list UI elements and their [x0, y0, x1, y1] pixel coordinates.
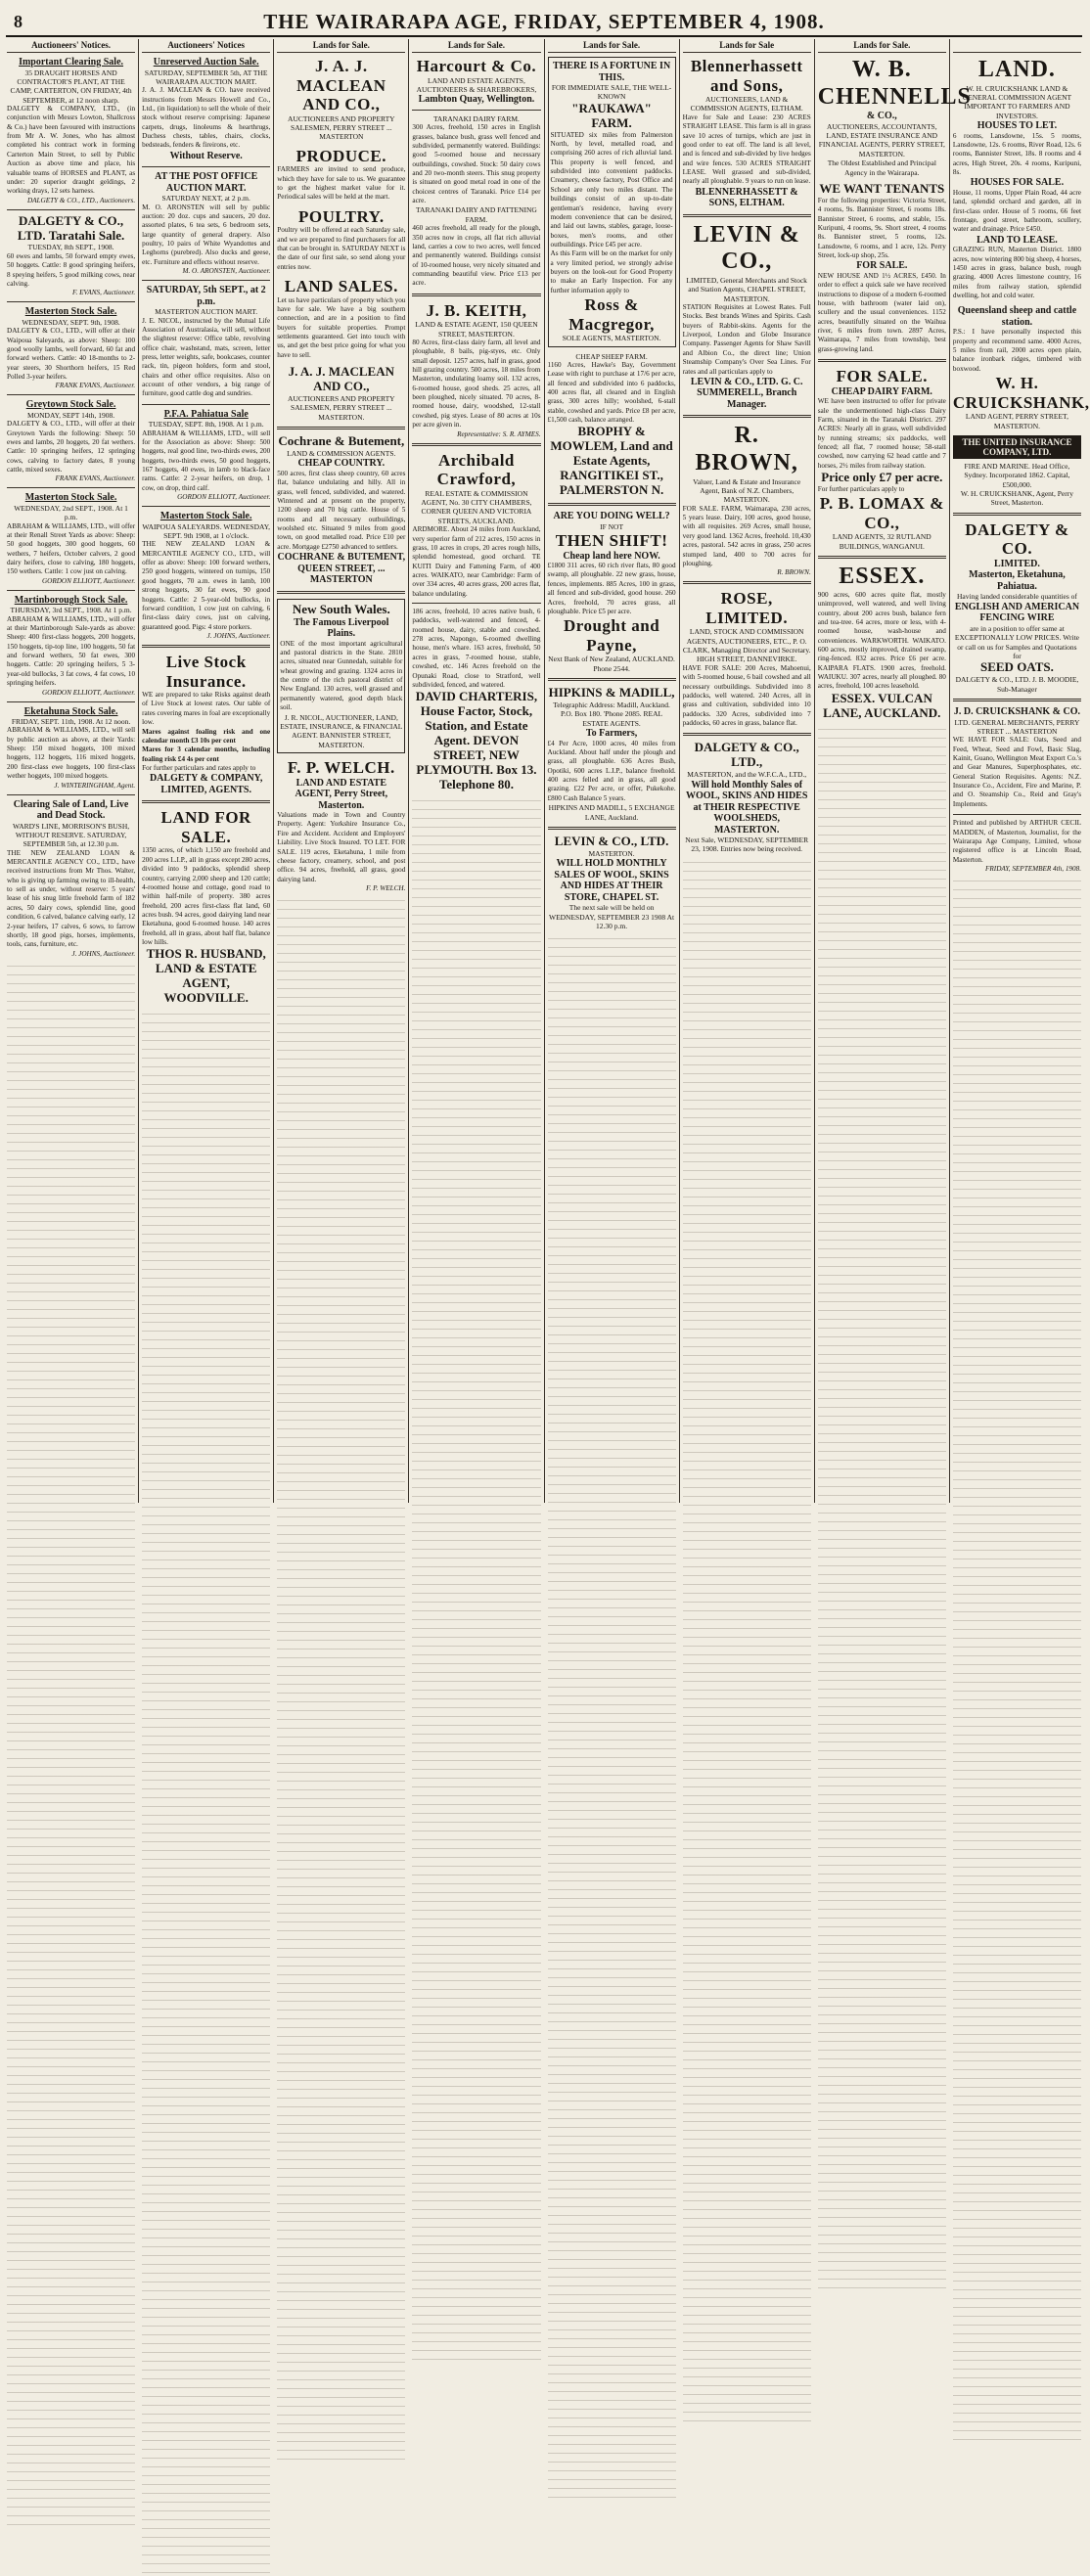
- divider: [142, 404, 270, 405]
- ad-price: Price only £7 per acre.: [821, 470, 943, 485]
- divider: [683, 214, 811, 217]
- ad-signature: F. P. WELCH.: [366, 883, 406, 892]
- ad-text: 1160 Acres, Hawke's Bay, Government Lease with right to purchase at 17/6 per acre, all fenced and subdivided into 6 paddocks, 400 acres flat, all cleared and in English grass, 300 acres hilly; woolshed, 6-stall stable, cowshed and yards. Price £8 per acre, £1,500 cash, balance arranged.: [547, 360, 676, 425]
- ad-signature: Representative: S. R. AYMES.: [457, 429, 541, 438]
- ad-text: Having landed considerable quantities of: [956, 592, 1077, 602]
- divider: [953, 513, 1081, 516]
- ad-signature: Next Sale, WEDNESDAY, SEPTEMBER 23, 1908. Entries now being received.: [685, 836, 809, 854]
- ad-subtitle: MASTERTON AUCTION MART.: [155, 307, 258, 317]
- divider: [7, 701, 135, 702]
- ad-title: FOR SALE.: [836, 367, 928, 386]
- ad-text: Let us have particulars of property which you have for sale. We have a big southern connection, and are in a position to find buyers for suitable properties. Prompt settlements guaranteed. Get into touch with us, and get the best price going for what you have to sell.: [277, 295, 406, 359]
- ad-title: THERE IS A FORTUNE IN THIS.: [552, 61, 671, 83]
- column-7: [815, 39, 972, 1503]
- ad-subtitle: MASTERTON, and the W.F.C.A., LTD.,: [687, 770, 807, 780]
- ad-dalgety-fencing-wire: [953, 520, 1081, 694]
- column-heading: Lands for Sale: [683, 39, 811, 53]
- ad-text: 900 acres, 600 acres quite flat, mostly unimproved, well watered, and well living country, about 200 acres bush, balance fern and tea-tree. 64 acres, more or less, with 4-roomed house, wash-house and conveniences. WARKWORTH. WAIKATO. 600 acres, mostly improved, drained swamp, ring-fenced. 832 acres. Price £6 per acre. KAIPARA FLATS. 1900 acres, freehold. WAIUKU. 307 acres, nearly all ploughed. 80 acres, freehold, 100 acres leasehold.: [817, 590, 946, 691]
- ad-clearing-sale-land: [7, 799, 135, 958]
- ad-text: £4 Per Acre, 1000 acres, 40 miles from Auckland. About half under the plough and grass, all ploughable. 636 Acres Bush, Opotiki, 600 acres L.I.P., balance freehold. 400 acres felled and in grass, all good grazing. £22 Per acre, or offer, Pukekohe. £800 Cash Balance 5 years.: [547, 739, 676, 802]
- divider: [7, 394, 135, 395]
- ad-subtitle: IF NOT: [600, 521, 624, 531]
- ad-signature: DAVID CHARTERIS, House Factor, Stock, Station, and Estate Agent. DEVON STREET, NEW PLYMOUTH. Box 13. Telephone 80.: [415, 689, 538, 791]
- ad-title: DALGETY & CO., LTD. Taratahi Sale.: [17, 212, 125, 243]
- divider: [548, 503, 676, 506]
- ad-cheap-sheep-farm: [548, 352, 676, 499]
- ad-heading: "RAUKAWA" FARM.: [571, 100, 652, 130]
- divider: [548, 678, 676, 681]
- ad-signature: The next sale will be held on WEDNESDAY, SEPTEMBER 23 1908 At 12.30 p.m.: [548, 903, 675, 930]
- ad-signature: FRANK EVANS, Auctioneer.: [55, 382, 136, 390]
- ad-subtitle: AUCTIONEERS AND PROPERTY SALESMEN, PERRY STREET ... MASTERTON.: [288, 394, 395, 422]
- ad-subtitle: 35 DRAUGHT HORSES AND CONTRACTOR'S PLANT, AT THE CAMP, CARTERTON, ON FRIDAY, 4th SEPTEMBER, at 12 noon sharp.: [10, 68, 132, 105]
- ad-masterton-stock-sale: [7, 306, 135, 389]
- ad-title: LEVIN & CO., LTD.: [554, 833, 669, 848]
- ad-text: ONE of the most important agricultural and pastoral districts in the State. 2810 acres, situated near Gunnedah, suitable for wheat growing and grazing. 1324 acres in the centre of the rich pastoral district of New England. 130 acres, well grassed and permanently watered, good depth black soil.: [280, 639, 403, 712]
- ad-maclean-header: [277, 57, 405, 142]
- ad-subtitle: THURSDAY, 3rd SEPT., 1908. At 1 p.m.: [10, 606, 132, 615]
- ad-heading: Cheap land here NOW.: [563, 550, 660, 562]
- ad-text: ABRAHAM & WILLIAMS, LTD., will sell for the Association as above: Sheep: 500 hoggets, real good line, two-thirds ewes, 200 hoggets, two-thirds ewes, 50 good hoggets, 167 hoggets, 40 ewes, in lamb to black-face rams. Cattle: 2 2-year heifers, on drop, 1 cow, on drop, third calf.: [142, 429, 271, 492]
- ad-subtitle: The Famous Liverpool Plains.: [294, 616, 389, 640]
- ad-subtitle: LAND & COMMISSION AGENTS.: [287, 449, 396, 459]
- ad-signature: DALGETY & CO., LTD., Auctioneers.: [26, 196, 136, 204]
- ad-subtitle: SATURDAY NEXT, at 2 p.m.: [161, 194, 250, 203]
- column-filler: [953, 878, 1081, 2443]
- ad-want-tenants: [818, 182, 946, 354]
- ad-subtitle: LAND AND ESTATE AGENTS, AUCTIONEERS & SHAREBROKERS,: [416, 75, 537, 94]
- ad-masterton-stock-sale-2: [7, 492, 135, 584]
- ad-signature: W. H. CRUICKSHANK,: [952, 374, 1090, 412]
- ad-title: Masterton Stock Sale.: [159, 511, 252, 522]
- ad-text: 80 Acres, first-class dairy farm, all level and ploughable, 8 bails, pig-styes, etc. Only small deposit. 1257 acres, half in grass, good hill grazing country. 500 acres, 18 miles from Masterton, undulating loamy soil. 132 acres, 6-roomed house, good sheds. 25 acres, all been ploughed, nicely situated. 70 acres, 8-roomed house, dairy, woodshed, 12-stall cowshed, pig styes. Lease of 80 acres at 10s per acre given in.: [412, 338, 541, 429]
- ad-signature: W. H. CRUICKSHANK, Agent, Perry Street, Masterton.: [960, 489, 1073, 508]
- ad-subtitle: FRIDAY, SEPT. 11th, 1908. At 12 noon.: [11, 717, 131, 726]
- ad-subtitle: MONDAY, SEPT 14th, 1908.: [27, 410, 115, 420]
- ad-signature: J. JOHNS, Auctioneer.: [206, 632, 271, 640]
- ad-title: Clearing Sale of Land, Live and Dead Stock.: [13, 798, 129, 822]
- ad-harcourt: [412, 57, 540, 289]
- columns: [4, 39, 1090, 1503]
- ad-heading: TARANAKI DAIRY FARM.: [432, 113, 520, 123]
- ad-text: ABRAHAM & WILLIAMS, LTD., will offer at their Martinborough Sale-yards as above: Sheep: 400 first-class hoggets, 200 hoggets, 150 hoggets, tip-top line, 100 hoggets, 50 fat and forward wethers, 50 fat ewes, 300 hoggets. Cattle: 20 springing heifers, 5 3-year-old bullocks, 3 fat cows, 4 fat cows, 10 springing heifers.: [7, 614, 136, 688]
- ad-text: Will hold Monthly Sales of WOOL, SKINS AND HIDES at THEIR RESPECTIVE WOOLSHEDS, MASTERTON.: [685, 779, 808, 836]
- imprint: [953, 819, 1081, 873]
- ad-subtitle: WARD'S LINE, MORRISON'S BUSH, WITHOUT RESERVE. SATURDAY, SEPTEMBER 5th, at 12.30 p.m.: [12, 821, 130, 849]
- ad-maclean-footer: [277, 365, 405, 422]
- ad-rate: Mares against foaling risk and one calendar month £3 10s per cent: [142, 727, 271, 745]
- column-3: [274, 39, 409, 1503]
- ad-martinborough-stock-sale: [7, 595, 135, 697]
- ad-title: ROSE, LIMITED.: [705, 589, 789, 627]
- column-heading: Lands for Sale.: [277, 39, 405, 53]
- ad-essex: [818, 564, 946, 720]
- ad-text: Valuations made in Town and Country Property. Agent: Yorkshire Insurance Co., Fire and Accident. Accident and Employers' Liability. Live Stock Insured. TO LET. FOR SALE. 119 acres, Eketahuna, 1 mile from cheese factory, creamery, school, and post office. 94 acres, freehold, all grass, good dairying land.: [277, 811, 406, 883]
- ad-text: 186 acres, freehold, 10 acres native bush, 6 paddocks, well-watered and fenced, 4-roomed house, dairy, stable and cowshed. 278 acres, Napongo, 6-roomed dwelling house, men's whare. 163 acres, freehold, 50 acres in grass, 7-roomed house, stable, cowshed, etc. 146 Acres freehold on the Opunaki Road, close to Stratford, well subdivided, fenced, and watered.: [412, 608, 541, 689]
- ad-subtitle: AUCTIONEERS, LAND & COMMISSION AGENTS, ELTHAM.: [690, 95, 803, 113]
- ad-subtitle: & CO.,: [866, 111, 897, 122]
- ad-text: 500 acres, first class sheep country, 60 acres flat, balance undulating and hilly. All in grass, well fenced, subdivided, and watered. Wintered and at present on the property, 1200 sheep and 70 big cattle. House of 5 rooms and all necessary outbuildings, woolshed etc. Situated 9 miles from good town, on good metalled road. Price £10 per acre. Mortgage £2750 advanced to settlers.: [277, 469, 406, 551]
- column-filler: [412, 797, 540, 2363]
- ad-subtitle: Masterton, Eketahuna, Pahiatua.: [969, 569, 1066, 592]
- ad-title: PRODUCE.: [295, 146, 386, 165]
- ad-heading: To Farmers,: [585, 728, 638, 740]
- ad-title: DALGETY & CO.: [965, 520, 1069, 559]
- ad-subtitle: LIMITED, General Merchants and Stock and Station Agents, CHAPEL STREET, MASTERTON.: [686, 275, 807, 303]
- divider: [277, 427, 405, 429]
- ad-title: Blennerhassett and Sons,: [690, 57, 803, 95]
- divider: [683, 733, 811, 736]
- ad-land-sales: [277, 277, 405, 360]
- ad-text: £1800 311 acres, 60 rich river flats, 80 good swamp, all ploughable. 22 new grass, house, fences, implements. 885 Acres, 100 in grass, all fenced and sub-divided, good house. 260 Acres, freehold, 70 acres grass, all ploughable. Price £5 per acre.: [547, 562, 676, 615]
- ad-title: Masterton Stock Sale.: [24, 492, 117, 504]
- ad-text: NEW HOUSE AND 1½ ACRES, £450. In order to effect a quick sale we have received instructions to dispose of a modern 6-roomed house, with bathroom (water laid on), scullery and the usual conveniences. 1152 acres, beautifully situated on the Waihua river, 6 miles from town. 2897 Acres, Waimarapa, 7 miles from township, best grass-growing land.: [817, 271, 946, 353]
- ad-signature: FRANK EVANS, Auctioneer.: [55, 475, 136, 483]
- ad-masterton-auction-mart: [142, 285, 270, 399]
- ad-queensland-station: [952, 305, 1090, 430]
- ad-waipoua-stock-sale: [142, 511, 270, 640]
- column-4: [409, 39, 544, 1503]
- ad-text: HAVE FOR SALE: 200 Acres, Mahoenui, with 5-roomed house, 6 bail cowshed and all necessary outbuildings. Subdivided into 8 paddocks, well watered. 240 Acres, all in grass and cultivation, subdivided into 10 paddocks. 320 Acres, subdivided into 7 paddocks, 60 acres in grass, balance flat.: [682, 663, 811, 727]
- ad-title: P.F.A. Pahiatua Sale: [163, 408, 249, 420]
- ad-title: Masterton Stock Sale.: [24, 306, 117, 318]
- divider: [7, 209, 135, 210]
- ad-subtitle: LAND AND ESTATE AGENT, Perry Street, Masterton.: [295, 777, 388, 811]
- ad-text: ABRAHAM & WILLIAMS, LTD., will sell by public auction as above, at their Yards: Sheep: 150 mixed hoggets, 100 mixed hoggets, 112 hoggets, 116 mixed hoggets, 200 first-class ewe hoggets, 100 first-class wether hoggets, 100 mixed hoggets.: [7, 726, 136, 781]
- ad-heading: HOUSES FOR SALE.: [970, 177, 1065, 189]
- column-filler: [548, 935, 676, 2501]
- column-filler: [277, 897, 405, 2463]
- ad-poultry: [277, 207, 405, 272]
- ad-title: J. A. J. MACLEAN AND CO.,: [288, 364, 394, 394]
- ad-eketahuna-stock-sale: [7, 706, 135, 790]
- divider: [142, 645, 270, 648]
- ad-subtitle: FIRE AND MARINE. Head Office, Sydney. Incorporated 1862. Capital, £500,000.: [964, 461, 1070, 489]
- ad-title: New South Wales.: [292, 601, 390, 616]
- ad-signature: GORDON ELLIOTT, Auctioneer.: [41, 576, 136, 585]
- ad-cheap-dairy-farm: [818, 367, 946, 551]
- ad-title: LEVIN & CO.,: [693, 221, 800, 275]
- ad-produce: [277, 147, 405, 203]
- ad-text: For further particulars apply to: [817, 484, 905, 493]
- ad-title: J. A. J. MACLEAN AND CO.,: [296, 57, 386, 114]
- ad-signature: Drought and Payne,: [563, 616, 660, 655]
- ad-text: WE HAVE FOR SALE: Oats, Seed and Feed, Wheat, Seed and Fowl, Basic Slag, Kainit, Guano, Wellington Meat Export Co.'s and Gear Manures, Superphosphates, etc. General Station Requisites. Agents: N.Z. Insurance Co., Accident, Fire and Marine, P. and O. Steamship Co., Reid and Gray's Implements.: [952, 736, 1081, 808]
- divider: [548, 827, 676, 830]
- column-8: [950, 39, 1090, 1503]
- divider: [412, 443, 540, 446]
- ad-signature: THOS R. HUSBAND, LAND & ESTATE AGENT, WOODVILLE.: [146, 946, 266, 1006]
- ad-heading: THEN SHIFT!: [555, 531, 668, 551]
- ad-text: GRAZING RUN, Masterton District. 1800 acres, now wintering 800 big sheep, 4 horses, 1450 acres in grass, balance bush, rough grazing. 4000 Acres limestone country, 16 miles from railway station, splendid dwelling, hot and cold water.: [952, 246, 1081, 299]
- ad-greytown-stock-sale: [7, 399, 135, 482]
- ad-signature: COCHRANE & BUTEMENT, QUEEN STREET, ... MASTERTON: [277, 552, 406, 586]
- ad-signature: DALGETY & CO., LTD. J. B. MOODIE, Sub-Manager: [955, 675, 1079, 694]
- ad-subtitle: AUCTIONEERS, ACCOUNTANTS, LAND, ESTATE INSURANCE AND FINANCIAL AGENTS, PERRY STREET, MASTERTON.: [818, 121, 945, 158]
- ad-subtitle: LIMITED.: [993, 558, 1040, 569]
- ad-title: Unreserved Auction Sale.: [153, 57, 259, 68]
- ad-fp-welch: [277, 758, 405, 892]
- ad-subtitle: LTD. GENERAL MERCHANTS, PERRY STREET ... MASTERTON: [954, 717, 1080, 736]
- ad-title: Greytown Stock Sale.: [25, 399, 116, 411]
- ad-title: Live Stock Insurance.: [165, 653, 247, 691]
- ad-live-stock-insurance: [142, 653, 270, 795]
- ad-levin-wool-sales: [548, 835, 676, 930]
- ad-title: DALGETY & CO., LTD.,: [694, 740, 799, 770]
- divider: [683, 415, 811, 418]
- divider: [7, 301, 135, 302]
- ad-tag: Without Reserve.: [169, 150, 243, 161]
- ad-title: F. P. WELCH.: [287, 758, 395, 778]
- ad-signature: BLENNERHASSETT & SONS, ELTHAM.: [695, 186, 798, 209]
- ad-clearing-sale: [7, 57, 135, 204]
- ad-subtitle: Valuer, Land & Estate and Insurance Agent, Bank of N.Z. Chambers, MASTERTON.: [693, 476, 801, 505]
- ad-title: LAND SALES.: [284, 277, 398, 296]
- ad-text: THE NEW ZEALAND LOAN & MERCANTILE AGENCY CO., LTD., will offer as above: Sheep: 100 forward wethers, 250 good hoggets, wintered on turnips, 150 good hoggets, 70 a.m. ewes in lamb, 100 strong hoggets, 30 fat ewes, 90 good hoggets. Cattle: 2 5-year-old bullocks, in forward condition, 1 cow just on calving, 6 first-class dairy cows, just on calving, guaranteed good. Pigs: 4 store porkers.: [142, 540, 271, 631]
- ad-title: CHEAP SHEEP FARM.: [575, 351, 648, 361]
- divider: [953, 814, 1081, 815]
- ad-subtitle: Telegraphic Address: Madill, Auckland. P.O. Box 180. 'Phone 2085. REAL ESTATE AGENTS.: [553, 700, 670, 728]
- imprint-date: FRIDAY, SEPTEMBER 4th, 1908.: [985, 864, 1081, 873]
- ad-subtitle: W. H. CRUICKSHANK LAND & GENERAL COMMISSION AGENT: [962, 83, 1072, 102]
- ad-title: Important Clearing Sale.: [19, 57, 124, 68]
- ad-text: 460 acres freehold, all ready for the plough, 350 acres now in crops, all flat rich alluvial land, carries a cow to two acres, well fenced and permanently watered. Buildings consist of 10-roomed house, very nicely situated and commanding beautiful view. Price £13 per acre.: [412, 224, 541, 288]
- ad-signature-sub: LAND AGENT, PERRY STREET, MASTERTON.: [965, 412, 1068, 430]
- ad-subtitle: WEDNESDAY, SEPT. 9th, 1908.: [22, 317, 120, 327]
- ad-then-shift: [548, 511, 676, 673]
- divider: [953, 699, 1081, 701]
- ad-signature-sub: LAND AGENTS, 32 RUTLAND BUILDINGS, WANGANUI.: [832, 532, 931, 551]
- ad-subtitle: MASTERTON.: [588, 848, 635, 858]
- ad-text: House, 11 rooms, Upper Plain Road, 44 acre land, splendid orchard and garden, all in first-class order. House of 5 rooms, 66 feet frontage, good street, bathroom, scullery, water and drainage. Price £450.: [952, 188, 1081, 234]
- ad-text: Poultry will be offered at each Saturday sale, and we are prepared to find purchasers for all that can be brought in. SATURDAY NEXT is the date of our first sale, so send along your entries now.: [277, 226, 406, 271]
- divider: [818, 556, 946, 559]
- ad-title: THE UNITED INSURANCE COMPANY, LTD.: [953, 435, 1081, 459]
- divider: [142, 166, 270, 167]
- ad-text: M. O. ARONSTEN will sell by public auction: 20 doz. cups and saucers, 20 doz. assorted plates, 6 tea sets, 6 bedroom sets, large quantity of general drapery. Also poultry, 10 pairs of White Wyandottes and Leghorns (purebred). Also ducks and geese, etc. Furniture and effects without reserve.: [142, 203, 271, 266]
- ad-signature-sub: SOLE AGENTS, MASTERTON.: [562, 334, 661, 343]
- ad-signature: M. O. ARONSTEN, Auctioneer.: [182, 267, 271, 276]
- ad-blennerhassett: [683, 57, 811, 209]
- ad-signature: DALGETY & COMPANY, LIMITED, AGENTS.: [149, 773, 263, 795]
- ad-text: DALGETY & COMPANY, LTD., (in conjunction with Messrs Lowton, Shallcross & Co.) have been favoured with instructions from Mr A. W. Jones, who has almost completed his contract work in forming Carterton Main Street, to sell by Public Auction as above time and place, his valuable teams of HORSES and PLANT, as under: 20 superior draught geldings, 2 working drays, 12 sets harness.: [7, 105, 136, 196]
- ad-cruickshank-land: [953, 57, 1081, 300]
- ad-title: POULTRY.: [297, 206, 385, 226]
- divider: [683, 581, 811, 584]
- ad-title: SATURDAY, 5th SEPT., at 2 p.m.: [146, 285, 266, 307]
- column-5: [545, 39, 680, 1503]
- ad-title: AT THE POST OFFICE AUCTION MART.: [155, 171, 258, 194]
- ad-title: Eketahuna Stock Sale.: [23, 705, 118, 717]
- ad-new-south-wales: [277, 599, 405, 753]
- ad-jd-cruickshank: [953, 706, 1081, 809]
- ad-text: WE have been instructed to offer for private sale the undermentioned high-class Dairy Farm, situated in the Taranaki District. 297 ACRES: Nearly all in grass, well subdivided by running streams; six paddocks, well fenced; all flat, 7 roomed house; 58-stall cowshed, now carrying 62 head cattle and 7 horses, 2½ miles from railway station.: [817, 397, 946, 470]
- column-heading: Lands for Sale.: [818, 39, 946, 53]
- ad-text: STATION Requisites at Lowest Rates. Full Stocks. Best brands Wines and Spirits. Cash buyers of Rabbit-skins. Agents for the Liverpool, London and Globe Insurance Company. Passenger Agents for Shaw Savill and Albion Co., the direct line; Union Steamship Company's Over Sea Lines. For rates and all particulars apply to: [682, 303, 811, 376]
- ad-subtitle: REAL ESTATE & COMMISSION AGENT, No. 30 CITY CHAMBERS, CORNER QUEEN AND VICTORIA STREETS, AUCKLAND.: [421, 488, 532, 525]
- ad-rate: Mares for 3 calendar months, including foaling risk £4 4s per cent: [142, 746, 271, 763]
- ad-unreserved-auction: [142, 57, 270, 161]
- ad-text: FARMERS are invited to send produce, which they have for sale to us. We guarantee to get the highest market value for it. Periodical sales will be held at the mart.: [277, 165, 406, 202]
- ad-subtitle: TUESDAY, 8th SEPT., 1908.: [27, 243, 114, 252]
- divider: [412, 110, 540, 111]
- ad-signature: GORDON ELLIOTT, Auctioneer.: [177, 493, 271, 502]
- ad-title: Martinborough Stock Sale.: [14, 594, 128, 606]
- divider: [818, 359, 946, 362]
- ad-subtitle: The Oldest Established and Principal Agency in the Wairarapa.: [827, 158, 936, 177]
- ad-text: P.S.: I have personally inspected this property and recommend same. 4000 Acres, 5 miles from rail, 2000 acres open plain, balance ironbark ridges, timbered with boxwood.: [952, 328, 1081, 373]
- ad-heading: SEED OATS.: [979, 659, 1054, 675]
- ad-signature: F. EVANS, Auctioneer.: [72, 289, 136, 297]
- ad-text: WILL HOLD MONTHLY SALES OF WOOL, SKINS AND HIDES AT THEIR STORE, CHAPEL ST.: [554, 858, 669, 903]
- ad-signature: J. R. NICOL, AUCTIONEER, LAND, ESTATE, INSURANCE, & FINANCIAL AGENT. BANNISTER STREET, MASTERTON.: [280, 712, 403, 749]
- ad-taratahi-sale: [7, 214, 135, 297]
- ad-title: HIPKINS & MADILL,: [548, 685, 675, 700]
- ad-levin-co: [683, 222, 811, 411]
- column-heading: Lands for Sale.: [548, 39, 676, 53]
- ad-dalgety-wool-sales: [683, 741, 811, 854]
- ad-signature: BROPHY & MOWLEM, Land and Estate Agents, RANGITIKEI ST., PALMERSTON N.: [550, 424, 673, 498]
- ad-chennells: [817, 57, 972, 177]
- ad-signature: HIPKINS AND MADILL, 5 EXCHANGE LANE, Auckland.: [548, 803, 675, 822]
- ad-text: 1350 acres, of which 1,150 are freehold and 200 acres L.I.P., all in grass except 280 acres, divided into 9 paddocks, splendid sheep country, carrying 2,000 sheep and 120 cattle; 4-roomed house and cottage, good road to within half-mile of property. 380 acres freehold, 200 acres first-class flat land, 60 acres bush. 94 acres, good dairying land near Eketahuna, good 6-roomed house. 140 acres freehold, all in grass, about half flat, balance low hills.: [142, 846, 271, 947]
- ad-subtitle: AUCTIONEERS AND PROPERTY SALESMEN, PERRY STREET ... MASTERTON: [288, 113, 395, 142]
- ad-text: DALGETY & CO., LTD., will offer at their Waipoua Saleyards, as above: Sheep: 100 good woolly lambs, well forward, 60 fat and forward wethers. Cattle: 40 18-months to 2-year steers, 30 Shorthorn heifers, 15 Red Polled 3-year heifers.: [7, 327, 136, 381]
- divider: [7, 487, 135, 488]
- ad-heading: TARANAKI DAIRY AND FATTENING FARM.: [416, 205, 537, 224]
- ad-land-for-sale: [142, 808, 270, 1006]
- ad-text: are in a position to offer same at EXCEPTIONALLY LOW PRICES. Write or call on us for Samples and Quotations for: [954, 623, 1079, 660]
- ad-title: W. B. CHENNELLS: [817, 57, 972, 110]
- ad-text: ABRAHAM & WILLIAMS, LTD., will offer at their Renall Street Yards as above: Sheep: 50 good hoggets, 300 good hoggets, 60 wethers, 7 heifers, October calvers, 2 good dairy heifers, close to calving, 180 hoggets, 150 wethers. Cattle: 1 cow just on calving.: [7, 521, 136, 576]
- column-2: [139, 39, 274, 1503]
- ad-hipkins-madill: [548, 686, 676, 822]
- ad-r-brown: [683, 423, 811, 576]
- column-heading: Auctioneers' Notices.: [7, 39, 135, 53]
- ad-title: LAND FOR SALE.: [160, 808, 251, 846]
- ad-text: WE are prepared to take Risks against death of Live Stock at lowest rates. Our table of rates covering mares in foal are exceptionally low.: [142, 691, 271, 727]
- ad-heading: ENGLISH AND AMERICAN FENCING WIRE: [954, 601, 1080, 624]
- ad-signature: ESSEX. VULCAN LANE, AUCKLAND.: [823, 690, 941, 720]
- column-heading: [953, 39, 1081, 53]
- ad-title: J. B. KEITH,: [426, 300, 527, 320]
- ad-text: As this Farm will be on the market for only a very limited period, we strongly advise buyers on the look-out for Good Property to make an Early Inspection. For any further information apply to: [550, 249, 673, 294]
- ad-title: R. BROWN,: [695, 423, 798, 475]
- ad-archibald-crawford: [412, 451, 540, 792]
- divider: [7, 794, 135, 795]
- ad-subtitle: SATURDAY, SEPTEMBER 5th, AT THE WAIRARAPA AUCTION MART.: [144, 68, 268, 86]
- divider: [142, 800, 270, 803]
- ad-subtitle: WEDNESDAY, 2nd SEPT., 1908. At 1 p.m.: [14, 503, 128, 522]
- ad-signature: GORDON ELLIOTT, Auctioneer.: [41, 688, 136, 697]
- ad-text: For further particulars and rates apply to: [142, 763, 256, 772]
- ad-pahiatua-sale: [142, 409, 270, 501]
- column-filler: [818, 726, 946, 2291]
- ad-subtitle: FOR IMMEDIATE SALE, THE WELL-KNOWN: [551, 83, 672, 102]
- ad-text: 300 Acres, freehold, 150 acres in English grasses, balance bush, grass well fenced and subdivided, permanently watered. Buildings: good 5-roomed house and necessary outbuildings, cowshed. Stock: 50 dairy cows and 20 two-month steers. This snug property is situated on good metal road in one of the choicest centres of Taranaki. Price £14 per acre.: [412, 123, 541, 205]
- ad-united-insurance: [953, 435, 1081, 508]
- ad-title: Queensland sheep and cattle station.: [957, 305, 1077, 328]
- ad-text: J. A. J. MACLEAN & CO. have received instructions from Messrs Howell and Co., Ltd., (in liquidation) to sell the whole of their stock without reserve comprising: Japanese carpets, drugs, linoleums & hearthrugs, Duchess chests, tables, chairs, clocks, bedsteads, fenders & fireirons, etc.: [142, 86, 271, 150]
- ad-text: Have for Sale and Lease: 230 ACRES STRAIGHT LEASE. This farm is all in grass save 10 acres of turnips, which are just in good order to eat off. The land is all level, and is fenced and sub-divided by live hedges and wire fences. 530 ACRES STRAIGHT LEASE. Well grassed and sub-divided, nearly all ploughable. 9 years to run on lease.: [682, 113, 811, 186]
- ad-signature-sub: Next Bank of New Zealand, AUCKLAND. Phone 2544.: [548, 655, 675, 673]
- ad-raukawa-farm: [548, 57, 676, 347]
- imprint-text: Printed and published by ARTHUR CECIL MADDEN, of Masterton, Journalist, for the Wairarapa Age Company, Limited, whose registered office is at Lincoln Road, Masterton.: [952, 819, 1081, 864]
- ad-title: ESSEX.: [839, 564, 926, 590]
- ad-subtitle: LAND, STOCK AND COMMISSION AGENTS, AUCTIONEERS, ETC., P. O. CLARK, Managing Director and Secretary. HIGH STREET, DANNEVIRKE.: [682, 627, 811, 664]
- divider: [142, 506, 270, 507]
- ad-cochrane-butement: [277, 434, 405, 586]
- ad-signature: Ross & Macgregor,: [568, 295, 655, 334]
- newspaper-title: THE WAIRARAPA AGE, FRIDAY, SEPTEMBER 4, 1908.: [263, 10, 825, 33]
- ad-rose-limited: [683, 589, 811, 728]
- ad-text: DALGETY & CO., LTD., will offer at their Greytown Yards the following: Sheep: 50 ewes and lambs, 20 hoggets, 20 fat wethers. Cattle: 10 springing heifers, 12 springing cows, calving to factory dates, 8 young cattle, mixed sexes.: [7, 420, 136, 474]
- ad-jb-keith: [412, 301, 540, 438]
- column-filler: [683, 859, 811, 2424]
- ad-heading: LAND TO LEASE.: [976, 234, 1058, 246]
- ad-subtitle: LAND & ESTATE AGENT, 150 QUEEN STREET, MASTERTON.: [415, 320, 538, 339]
- ad-text: 6 rooms, Lansdowne, 15s. 5 rooms, Lansdowne, 12s. 6 rooms, River Road, 12s. 6 rooms, Bannister Street, 18s. 8 rooms and 4 acres, High Street, 20s. 4 rooms, Kuripuni, 8s.: [952, 131, 1081, 177]
- ad-title: ARE YOU DOING WELL?: [553, 511, 670, 522]
- ad-title: Archibald Crawford,: [436, 450, 517, 489]
- ad-heading: CHEAP COUNTRY.: [297, 458, 386, 470]
- divider: [142, 280, 270, 281]
- column-filler: [142, 1011, 270, 2576]
- ad-title: J. D. CRUICKSHANK & CO.: [953, 706, 1081, 718]
- ad-subtitle: TUESDAY, SEPT. 8th, 1908. At 1 p.m.: [148, 420, 264, 429]
- column-1: [4, 39, 139, 1503]
- ad-text: THE NEW ZEALAND LOAN & MERCANTILE AGENCY CO., LTD., have received instructions from Mr Thos. Walter, who is giving up farming owing to ill-health, to sell as under, without reserve: 5 years' lease of his snug little freehold farm of 182 acres, 50 dairy cows, splendid line, good condition, 6 calved, balance calving early, 12 2-year heifers, 17 calves, 6 sows, to farrow shortly, 18 good pigs, horses, implements, tools, cans, furniture, etc.: [7, 848, 136, 949]
- ad-text: For the following properties: Victoria Street, 4 rooms, 9s. Bannister Street, 6 rooms 18s. Bannister Street, 6 rooms, and stable, 15s. Kuripuni, 4 rooms, 9s. Short street, 4 rooms 8s. Bannister street, 5 rooms, 12s. Lansdowne, 6 rooms, and 1 acre, 12s. Perry Street, lock-up shop, 25s.: [817, 196, 946, 260]
- ad-signature: LEVIN & CO., LTD. G. C. SUMMERELL, Branch Manager.: [690, 376, 803, 410]
- masthead: [6, 6, 1082, 37]
- column-filler: [7, 963, 135, 2528]
- ad-text: FOR SALE. FARM, Waimarapa, 230 acres, 5 years lease. Dairy, 100 acres, good house, with all requisites. 269 Acres, small house, very good land. 1362 Acres, freehold. 10,430 acres, pastoral. 542 acres in grass, 250 acres stumped land, 400 to 700 acres for ploughing.: [682, 504, 811, 567]
- ad-heading: CHEAP DAIRY FARM.: [831, 385, 932, 397]
- ad-signature: R. BROWN.: [777, 568, 811, 577]
- ad-text: J. E. NICOL, instructed by the Mutual Life Association of Australasia, will sell, without the slightest reserve: Office table, revolving office chair, washstand, mats, screen, letter press, letter weights, safe, bookcases, counter rack, tin, pigeon holders, form and stool, chairs and other office requisites. Also on account of other vendors, a big range of furniture, good cattle dog and sundries.: [142, 316, 271, 398]
- divider: [412, 294, 540, 296]
- column-heading: Lands for Sale.: [412, 39, 540, 53]
- ad-text: ARDMORE. About 24 miles from Auckland, very superior farm of 212 acres, 150 acres in grass, 10 acres in crops, 20 acres rough hills, splendid homestead, good orchard. TE KUITI Dairy and Fattening Farm, of 400 acres. WAIKATO, near Cambridge: Farm of over 334 acres, 40 acres grass, 200 acres flat, balance undulating.: [412, 525, 541, 598]
- ad-text: 60 ewes and lambs, 50 forward empty ewes, 50 hoggets. Cattle: 8 good springing heifers, 8 speying heifers, 5 good milking cows, near calving.: [7, 251, 136, 288]
- ad-subtitle: IMPORTANT TO FARMERS AND INVESTORS.: [964, 102, 1070, 120]
- ad-heading: FOR SALE.: [856, 260, 908, 272]
- ad-signature: J. WINTERINGHAM, Agent.: [54, 781, 136, 790]
- divider: [412, 603, 540, 604]
- ad-title: WE WANT TENANTS: [819, 180, 945, 196]
- ad-text: SITUATED six miles from Palmerston North, by level, metalled road, and comprising 260 acres of rich alluvial land. This property is well fenced, and subdivided into convenient paddocks. Creamery, cheese factory, Post Office and School are only two miles distant. The buildings consist of an up-to-date gentleman's residence, having every modern convenience that can be desired, and laid out lawns, stables, garage, loose-boxes, men's rooms, and other outbuildings. Price £45 per acre.: [550, 130, 673, 249]
- divider: [277, 591, 405, 594]
- ad-title: Cochrane & Butement,: [278, 433, 405, 449]
- ad-heading: HOUSES TO LET.: [976, 120, 1058, 132]
- ad-subtitle: Lambton Quay, Wellington.: [418, 94, 535, 106]
- ad-title: Harcourt & Co.: [416, 57, 537, 75]
- ad-signature: P. B. LOMAX & CO.,: [819, 494, 944, 532]
- ad-post-office-mart: [142, 171, 270, 275]
- page-number: 8: [14, 12, 23, 31]
- ad-subtitle: WAIPOUA SALEYARDS. WEDNESDAY, SEPT. 9th 1908, at 1 o'clock.: [142, 521, 271, 541]
- ad-title: LAND.: [977, 57, 1056, 82]
- column-heading: Auctioneers' Notices: [142, 39, 270, 53]
- ad-signature: J. JOHNS, Auctioneer.: [71, 949, 136, 958]
- column-6: [680, 39, 815, 1503]
- divider: [7, 590, 135, 591]
